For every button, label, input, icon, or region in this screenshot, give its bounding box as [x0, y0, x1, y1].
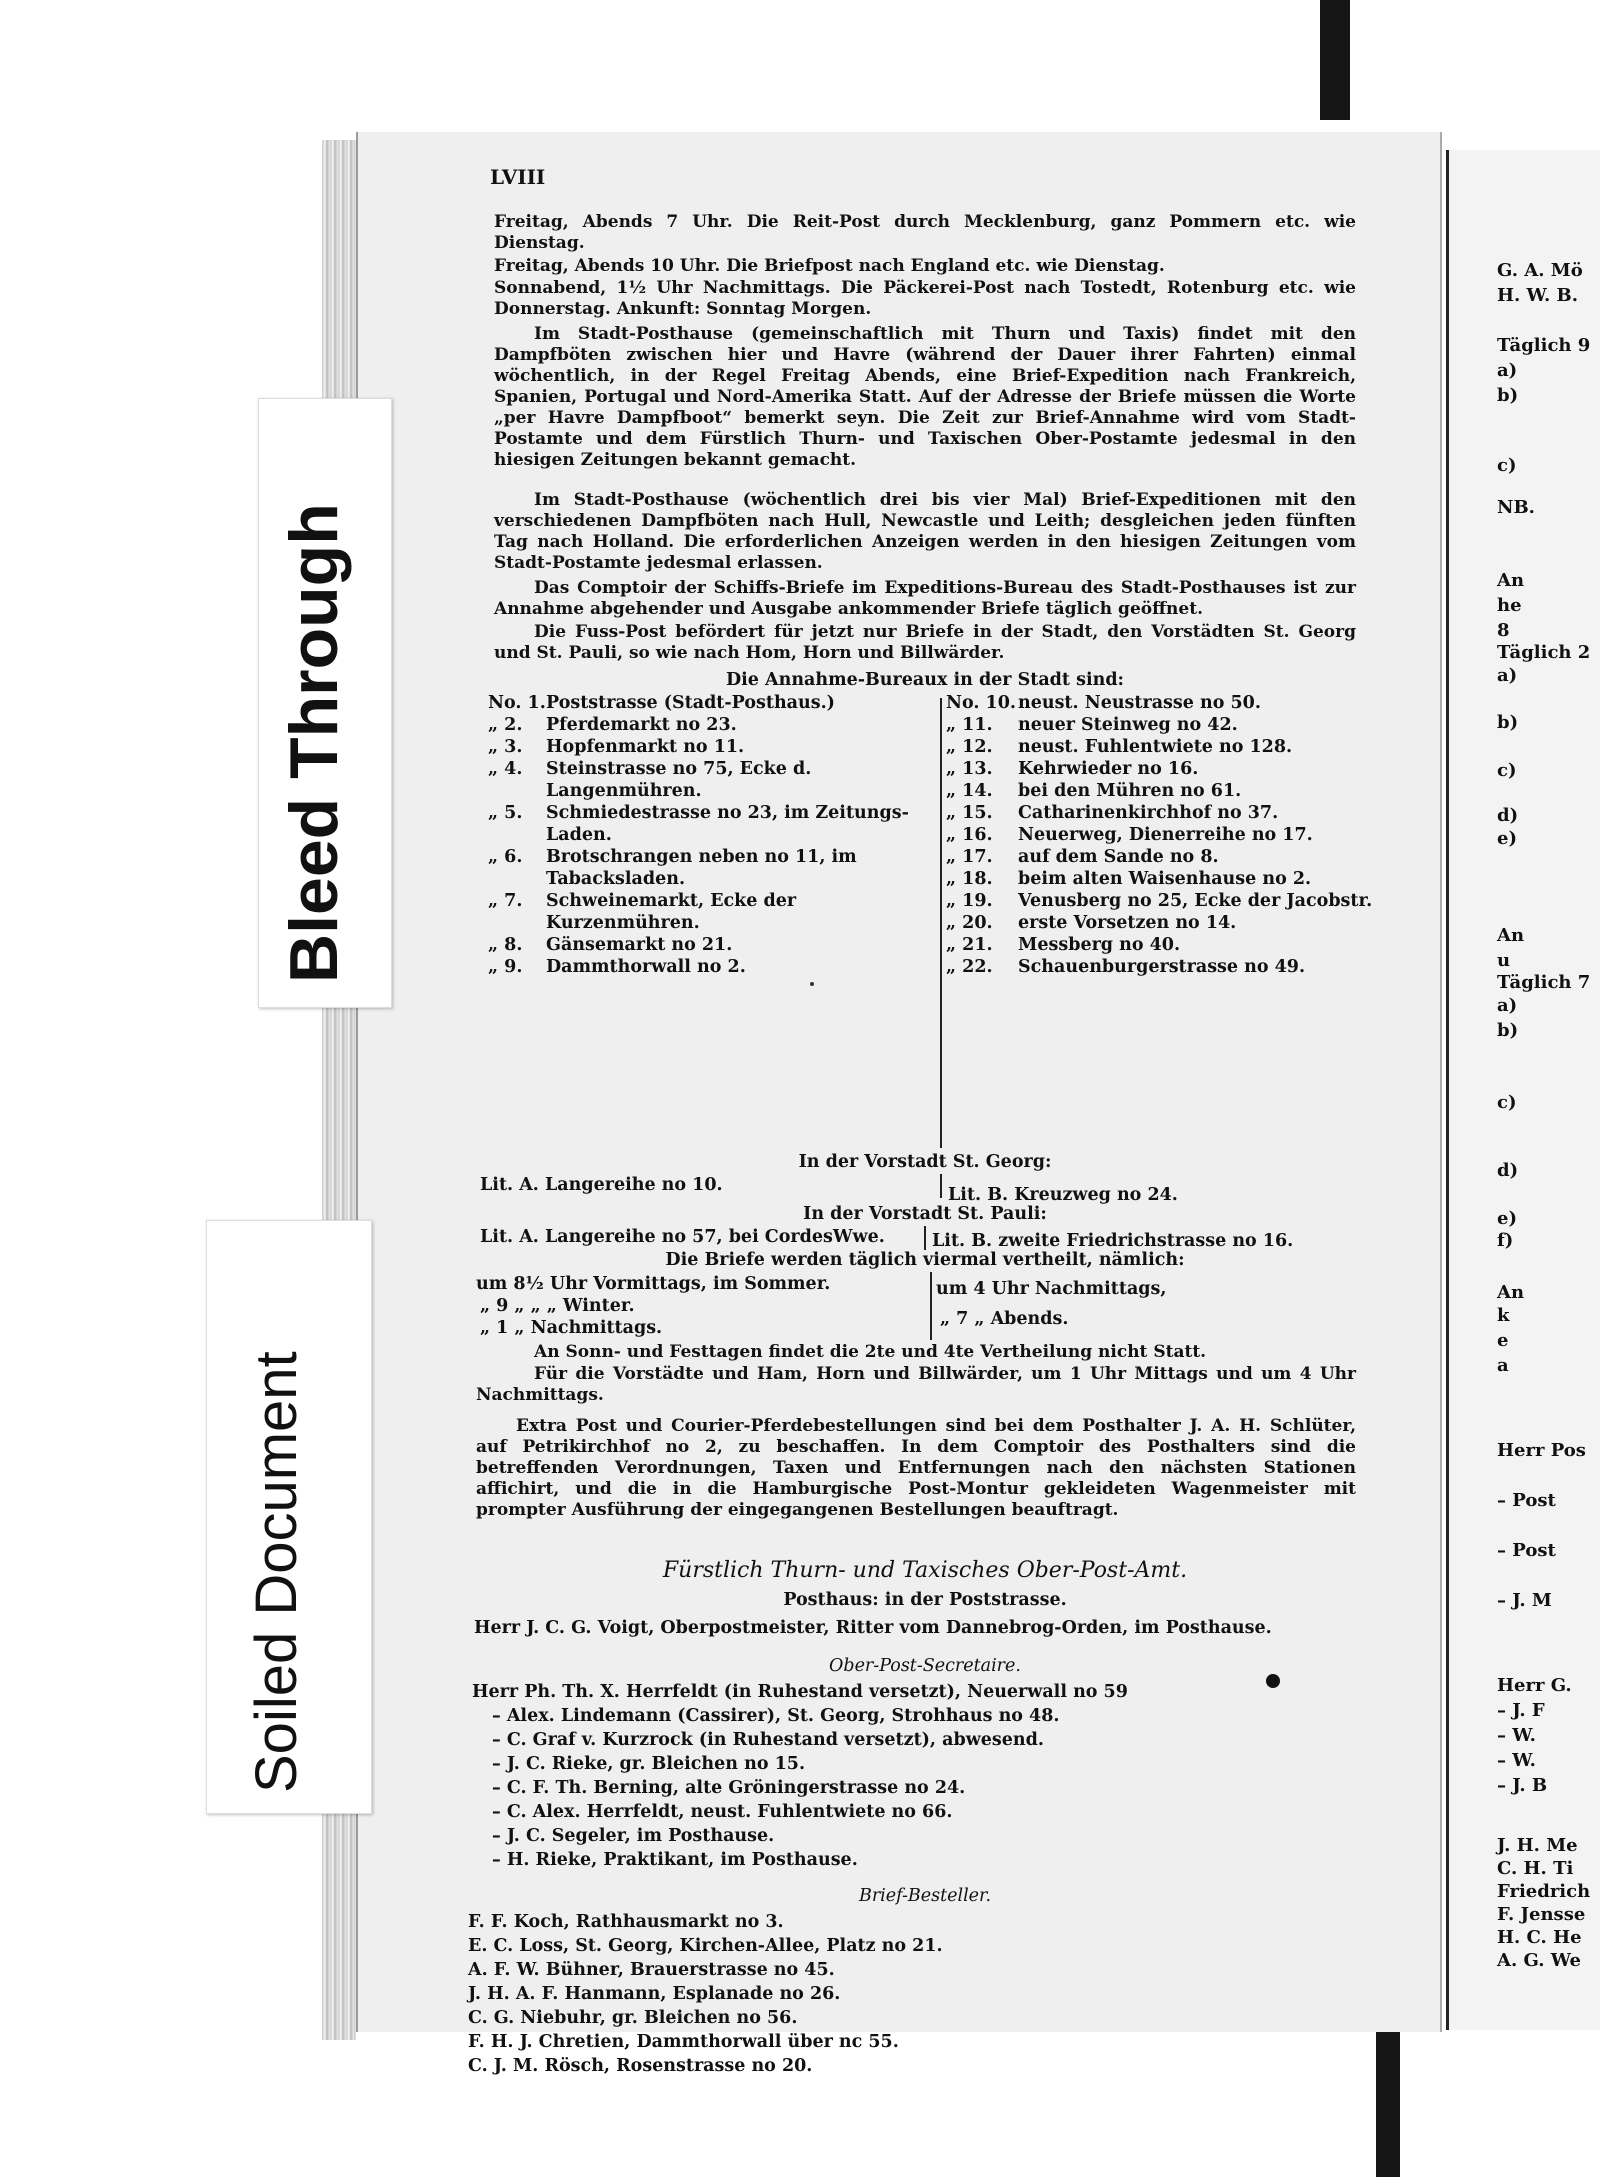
facing-page-text: H. W. B.	[1497, 285, 1578, 306]
column-divider	[940, 1174, 942, 1198]
column-divider	[924, 1226, 926, 1250]
bureau-item: „ 14. bei den Mühren no 61.	[946, 781, 1242, 801]
delivery-time: „ 1 „ Nachmittags.	[480, 1318, 663, 1338]
carriers-list	[468, 1910, 1348, 2078]
bureau-item: No. 1. Poststrasse (Stadt-Posthaus.)	[488, 693, 835, 713]
carrier-entry: A. F. W. Bühner, Brauerstrasse no 45.	[468, 1960, 835, 1980]
bureau-item: „ 22. Schauenburgerstrasse no 49.	[946, 957, 1306, 977]
facing-page-text: F. Jensse	[1497, 1904, 1586, 1925]
carrier-entry: F. F. Koch, Rathhausmarkt no 3.	[468, 1912, 784, 1932]
facing-page-text: – J. B	[1497, 1775, 1548, 1796]
facing-page-text: b)	[1497, 1020, 1519, 1041]
facing-page-text: – J. M	[1497, 1590, 1552, 1611]
paragraph-hull: Im Stadt-Posthause (wöchentlich drei bis vier Mal) Brief-Expeditionen mit den verschiedenen Dampfböten nach Hull, Newcastle und Leith; desgleichen jeden fünften Tag nach Holland. Die erforderlichen Anzeigen werden in den hiesigen Zeitungen vom Stadt-Postamte jedesmal erlassen.	[494, 490, 1356, 573]
delivery-time: um 4 Uhr Nachmittags,	[936, 1279, 1167, 1299]
carrier-entry: C. J. M. Rösch, Rosenstrasse no 20.	[468, 2056, 813, 2076]
facing-page-text: b)	[1497, 712, 1519, 733]
facing-page-text: Herr Pos	[1497, 1440, 1586, 1461]
facing-page-text: C. H. Ti	[1497, 1858, 1574, 1879]
bureau-item: „ 18. beim alten Waisenhause no 2.	[946, 869, 1312, 889]
page-number: LVIII	[490, 165, 546, 189]
schedule-line: Freitag, Abends 7 Uhr. Die Reit-Post durch Mecklenburg, ganz Pommern etc. wie Dienstag.	[494, 212, 1356, 253]
facing-page-text: d)	[1497, 805, 1519, 826]
facing-page-text: a	[1497, 1355, 1509, 1376]
facing-page-text: – J. F	[1497, 1700, 1545, 1721]
secretary-entry: – J. C. Segeler, im Posthause.	[492, 1826, 775, 1846]
bureau-item: „ 9. Dammthorwall no 2.	[488, 957, 746, 977]
facing-page-text: Friedrich	[1497, 1881, 1591, 1902]
facing-page-text: Herr G.	[1497, 1675, 1572, 1696]
st-georg-heading: In der Vorstadt St. Georg:	[798, 1152, 1052, 1172]
bureau-item: „ 17. auf dem Sande no 8.	[946, 847, 1219, 867]
secretary-entry: – Alex. Lindemann (Cassirer), St. Georg, Strohhaus no 48.	[492, 1706, 1060, 1726]
bureau-item: No. 10. neust. Neustrasse no 50.	[946, 693, 1261, 713]
facing-page-text: A. G. We	[1497, 1950, 1581, 1971]
secretary-entry: Herr Ph. Th. X. Herrfeldt (in Ruhestand versetzt), Neuerwall no 59	[472, 1682, 1128, 1702]
bureau-item: „ 7. Schweinemarkt, Ecke der Kurzenmühren.	[488, 891, 797, 933]
facing-page-text: – Post	[1497, 1540, 1556, 1561]
secretaries-heading: Ober-Post-Secretaire.	[829, 1656, 1021, 1676]
ink-spot	[810, 982, 814, 986]
facing-page-text: e	[1497, 1330, 1509, 1351]
st-georg-right: Lit. B. Kreuzweg no 24.	[948, 1185, 1178, 1205]
facing-page-text: – W.	[1497, 1750, 1536, 1771]
paragraph-havre: Im Stadt-Posthause (gemeinschaftlich mit Thurn und Taxis) findet mit den Dampfböten zwischen hier und Havre (während der Dauer ihrer Fahrten) einmal wöchentlich, in der Regel Freitag Abends, eine Brief-Expedition nach Frankreich, Spanien, Portugal und Nord-Amerika Statt. Auf der Adresse der Briefe müssen die Worte „per Havre Dampfboot“ bemerkt seyn. Die Zeit zur Brief-Annahme wird vom Stadt-Postamte und dem Fürstlich Thurn- und Taxischen Ober-Postamte jedesmal in den hiesigen Zeitungen bekannt gemacht.	[494, 324, 1356, 470]
carriers-heading: Brief-Besteller.	[858, 1886, 992, 1906]
facing-page-text: f)	[1497, 1230, 1514, 1251]
facing-page-text: a)	[1497, 665, 1518, 686]
paragraph-schiffs-briefe: Das Comptoir der Schiffs-Briefe im Expeditions-Bureau des Stadt-Posthauses ist zur Annahme abgehender und Ausgabe ankommender Briefe täglich geöffnet.	[494, 578, 1356, 619]
secretary-entry: – C. F. Th. Berning, alte Gröningerstrasse no 24.	[492, 1778, 966, 1798]
facing-page-text: b)	[1497, 385, 1519, 406]
bureaux-right-list	[946, 692, 1373, 978]
bureau-item: „ 21. Messberg no 40.	[946, 935, 1181, 955]
delivery-right-times	[936, 1278, 1356, 1330]
bureau-item: „ 11. neuer Steinweg no 42.	[946, 715, 1238, 735]
bureau-item: „ 12. neust. Fuhlentwiete no 128.	[946, 737, 1293, 757]
schedule-line: Freitag, Abends 10 Uhr. Die Briefpost nach England etc. wie Dienstag.	[494, 256, 1165, 276]
facing-page-text: J. H. Me	[1497, 1835, 1578, 1856]
st-georg-left: Lit. A. Langereihe no 10.	[480, 1175, 723, 1195]
facing-page-text: c)	[1497, 760, 1517, 781]
paragraph-fuss-post: Die Fuss-Post befördert für jetzt nur Briefe in der Stadt, den Vorstädten St. Georg und St. Pauli, so wie nach Hom, Horn und Billwärder.	[494, 622, 1356, 663]
secretary-entry: – C. Graf v. Kurzrock (in Ruhestand versetzt), abwesend.	[492, 1730, 1044, 1750]
delivery-note-suburbs: Für die Vorstädte und Ham, Horn und Billwärder, um 1 Uhr Mittags und um 4 Uhr Nachmittags.	[476, 1364, 1356, 1405]
bureau-item: „ 4. Steinstrasse no 75, Ecke d. Langenmühren.	[488, 759, 812, 801]
facing-page-text: u	[1497, 950, 1511, 971]
ink-spot	[1266, 1674, 1280, 1688]
bureau-item: „ 13. Kehrwieder no 16.	[946, 759, 1199, 779]
facing-page-text: k	[1497, 1305, 1510, 1326]
delivery-time: um 8½ Uhr Vormittags, im Sommer.	[476, 1274, 831, 1294]
facing-page-text: H. C. He	[1497, 1927, 1582, 1948]
office-posthaus: Posthaus: in der Poststrasse.	[783, 1590, 1067, 1610]
secretary-entry: – H. Rieke, Praktikant, im Posthause.	[492, 1850, 858, 1870]
facing-page-text: he	[1497, 595, 1522, 616]
bureau-item: „ 6. Brotschrangen neben no 11, im Tabacksladen.	[488, 847, 857, 889]
document-page	[356, 132, 1442, 2076]
facing-page-text: G. A. Mö	[1497, 260, 1583, 281]
facing-page-text: c)	[1497, 455, 1517, 476]
st-pauli-left: Lit. A. Langereihe no 57, bei CordesWwe.	[480, 1227, 885, 1247]
st-pauli-right: Lit. B. zweite Friedrichstrasse no 16.	[932, 1231, 1294, 1251]
bureau-item: „ 15. Catharinenkirchhof no 37.	[946, 803, 1279, 823]
facing-page-text: An	[1497, 570, 1525, 591]
facing-page-text: e)	[1497, 1208, 1517, 1229]
carrier-entry: F. H. J. Chretien, Dammthorwall über nc 55.	[468, 2032, 899, 2052]
soiled-document-tag	[206, 1220, 372, 1814]
facing-page-text: Täglich 9	[1497, 335, 1591, 356]
bureau-item: „ 19. Venusberg no 25, Ecke der Jacobstr.	[946, 891, 1373, 911]
facing-page-fragment	[1446, 150, 1600, 2030]
carrier-entry: C. G. Niebuhr, gr. Bleichen no 56.	[468, 2008, 798, 2028]
delivery-time: „ 9 „ „ „ Winter.	[480, 1296, 635, 1316]
facing-page-text: e)	[1497, 828, 1517, 849]
bleed-through-tag-label: Bleed Through	[276, 503, 352, 983]
scan-black-bar-top	[1320, 0, 1350, 120]
bureaux-left-list	[488, 692, 928, 978]
facing-page-text: c)	[1497, 1092, 1517, 1113]
facing-page-text: a)	[1497, 360, 1518, 381]
carrier-entry: E. C. Loss, St. Georg, Kirchen-Allee, Platz no 21.	[468, 1936, 943, 1956]
facing-page-text: NB.	[1497, 497, 1535, 518]
facing-page-text: Täglich 2	[1497, 642, 1591, 663]
column-divider	[940, 698, 942, 1148]
secretary-entry: – C. Alex. Herrfeldt, neust. Fuhlentwiete no 66.	[492, 1802, 953, 1822]
bleed-through-tag	[258, 398, 392, 1008]
bureaux-heading: Die Annahme-Bureaux in der Stadt sind:	[725, 670, 1125, 690]
secretaries-list	[472, 1680, 1352, 1872]
delivery-heading: Die Briefe werden täglich viermal vertheilt, nämlich:	[665, 1250, 1185, 1270]
column-divider	[930, 1272, 932, 1340]
bureau-item: „ 5. Schmiedestrasse no 23, im Zeitungs-Laden.	[488, 803, 909, 845]
office-head: Herr J. C. G. Voigt, Oberpostmeister, Ritter vom Dannebrog-Orden, im Posthause.	[474, 1618, 1272, 1638]
facing-page-text: An	[1497, 925, 1525, 946]
secretary-entry: – J. C. Rieke, gr. Bleichen no 15.	[492, 1754, 806, 1774]
delivery-note-sundays: An Sonn- und Festtagen findet die 2te und 4te Vertheilung nicht Statt.	[534, 1342, 1207, 1362]
office-title: Fürstlich Thurn- und Taxisches Ober-Post-Amt.	[662, 1558, 1188, 1583]
bureau-item: „ 16. Neuerweg, Dienerreihe no 17.	[946, 825, 1313, 845]
bureau-item: „ 2. Pferdemarkt no 23.	[488, 715, 737, 735]
bureau-item: „ 8. Gänsemarkt no 21.	[488, 935, 733, 955]
bureau-item: „ 20. erste Vorsetzen no 14.	[946, 913, 1237, 933]
facing-page-text: – Post	[1497, 1490, 1556, 1511]
facing-page-text: a)	[1497, 995, 1518, 1016]
paragraph-extra-post: Extra Post und Courier-Pferdebestellungen sind bei dem Posthalter J. A. H. Schlüter, auf Petrikirchhof no 2, zu beschaffen. In dem Comptoir des Posthalters sind die betreffenden Verordnungen, Taxen und Entfernungen nach den nächsten Stationen affichirt, und die in die Hamburgische Post-Montur gekleideten Wagenmeister mit prompter Ausführung der eingegangenen Bestellungen beauftragt.	[476, 1416, 1356, 1520]
soiled-document-tag-label: Soiled Document	[244, 1351, 309, 1793]
facing-page-text: Täglich 7	[1497, 972, 1591, 993]
facing-page-text: – W.	[1497, 1725, 1536, 1746]
delivery-time: „ 7 „ Abends.	[940, 1309, 1069, 1329]
delivery-left-times	[476, 1273, 926, 1339]
facing-page-text: d)	[1497, 1160, 1519, 1181]
facing-page-text: An	[1497, 1282, 1525, 1303]
st-pauli-heading: In der Vorstadt St. Pauli:	[803, 1204, 1047, 1224]
schedule-line: Sonnabend, 1½ Uhr Nachmittags. Die Päckerei-Post nach Tostedt, Rotenburg etc. wie Donnerstag. Ankunft: Sonntag Morgen.	[494, 278, 1356, 319]
facing-page-text: 8	[1497, 620, 1510, 641]
carrier-entry: J. H. A. F. Hanmann, Esplanade no 26.	[468, 1984, 841, 2004]
bureau-item: „ 3. Hopfenmarkt no 11.	[488, 737, 745, 757]
